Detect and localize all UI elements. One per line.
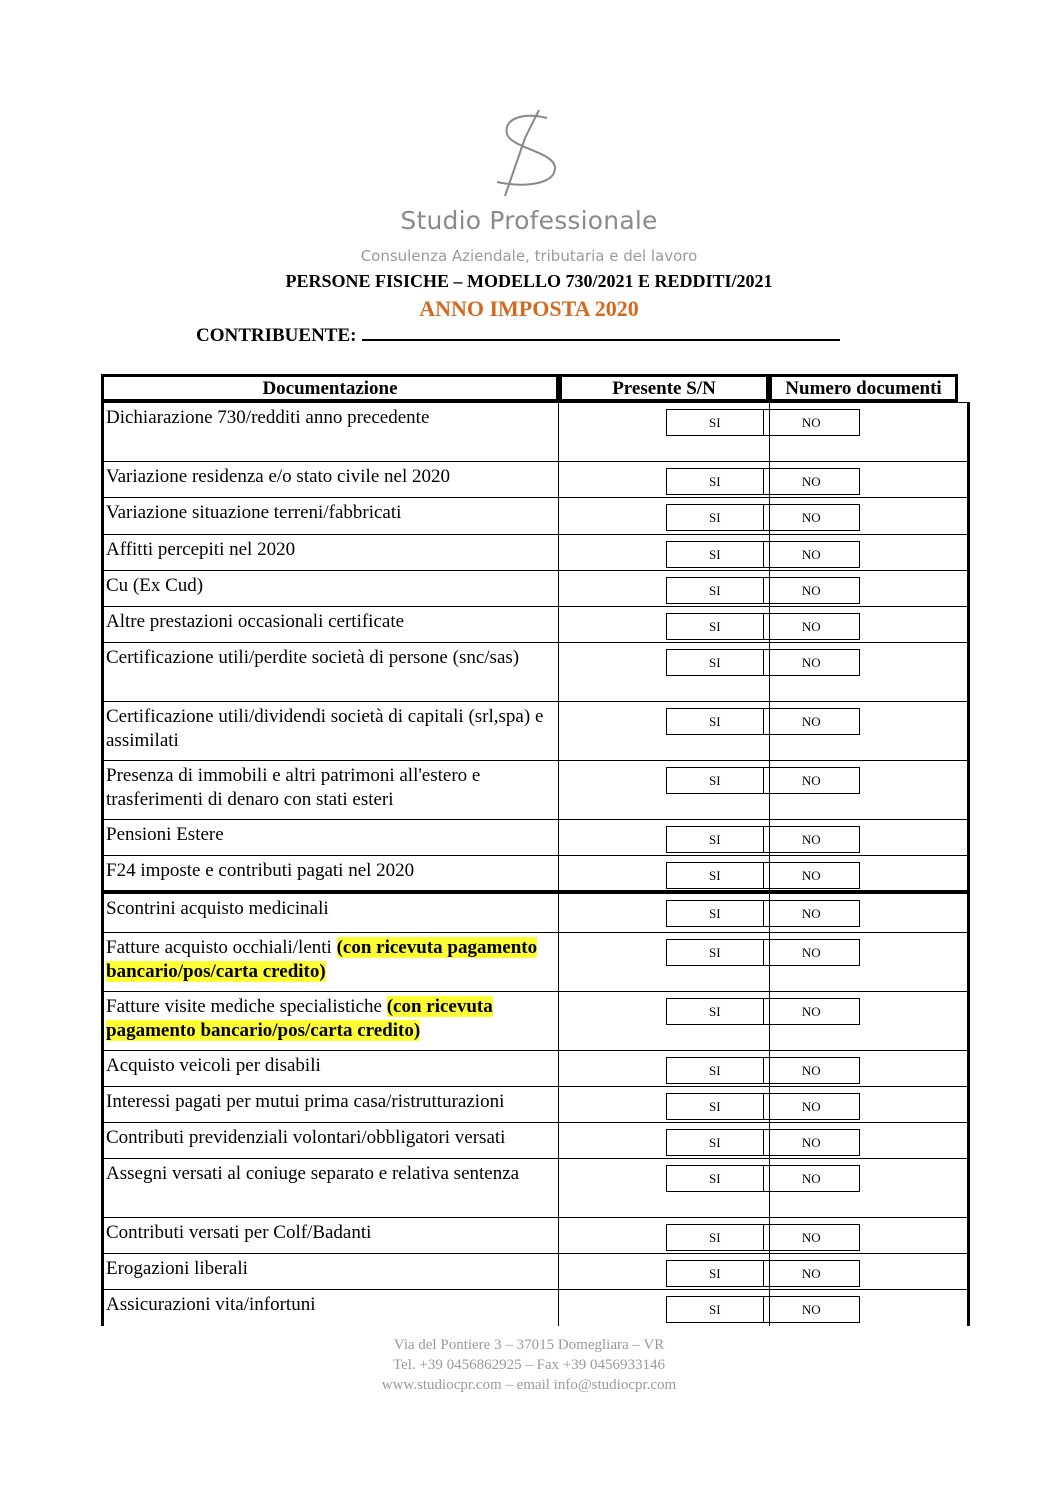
studio-subtitle: Consulenza Aziendale, tributaria e del lavoro bbox=[360, 247, 698, 265]
no-option[interactable]: NO bbox=[801, 832, 821, 847]
document-count-cell[interactable] bbox=[769, 1050, 970, 1086]
row-divider bbox=[101, 1253, 970, 1254]
document-count-cell[interactable] bbox=[769, 606, 970, 642]
yes-option[interactable]: SI bbox=[667, 578, 764, 603]
no-option[interactable]: NO bbox=[801, 868, 821, 883]
column-header-present: Presente S/N bbox=[559, 374, 769, 402]
document-label: Scontrini acquisto medicinali bbox=[101, 893, 559, 932]
document-label: Affitti percepiti nel 2020 bbox=[101, 534, 559, 570]
yes-option[interactable]: SI bbox=[667, 1225, 764, 1250]
no-option[interactable]: NO bbox=[801, 1099, 821, 1114]
document-label: Assegni versati al coniuge separato e relativa sentenza bbox=[101, 1158, 559, 1217]
yes-option[interactable]: SI bbox=[667, 469, 764, 494]
row-divider bbox=[101, 1289, 970, 1290]
no-option[interactable]: NO bbox=[801, 1302, 821, 1317]
table-row bbox=[101, 1050, 970, 1086]
document-count-cell[interactable] bbox=[769, 534, 970, 570]
document-label: F24 imposte e contributi pagati nel 2020 bbox=[101, 855, 559, 893]
row-divider bbox=[101, 534, 970, 535]
section-divider bbox=[101, 890, 970, 893]
table-row bbox=[101, 570, 970, 606]
document-label: Contributi previdenziali volontari/obbligatori versati bbox=[101, 1122, 559, 1158]
table-row bbox=[101, 402, 970, 461]
yes-option[interactable]: SI bbox=[667, 1297, 764, 1322]
table-row bbox=[101, 606, 970, 642]
table-left-border bbox=[101, 374, 104, 1326]
yes-option[interactable]: SI bbox=[667, 768, 764, 793]
yes-option[interactable]: SI bbox=[667, 614, 764, 639]
document-count-cell[interactable] bbox=[769, 402, 970, 461]
footer-phone: Tel. +39 0456862925 – Fax +39 0456933146 bbox=[392, 1357, 666, 1373]
document-label: Fatture visite mediche specialistiche (con ricevuta pagamento bancario/pos/carta credito) bbox=[101, 991, 559, 1050]
row-divider bbox=[101, 701, 970, 702]
table-row bbox=[101, 642, 970, 701]
yes-option[interactable]: SI bbox=[667, 505, 764, 530]
highlight-note: (con ricevuta pagamento bancario/pos/carta credito) bbox=[106, 937, 538, 982]
document-label: Variazione situazione terreni/fabbricati bbox=[101, 497, 559, 534]
document-label: Acquisto veicoli per disabili bbox=[101, 1050, 559, 1086]
tax-year: ANNO IMPOSTA 2020 bbox=[419, 296, 639, 321]
document-count-cell[interactable] bbox=[769, 642, 970, 701]
table-row bbox=[101, 1217, 970, 1253]
row-divider bbox=[101, 855, 970, 856]
no-option[interactable]: NO bbox=[801, 1135, 821, 1150]
row-divider bbox=[101, 1122, 970, 1123]
no-option[interactable]: NO bbox=[801, 510, 821, 525]
document-count-cell[interactable] bbox=[769, 1289, 970, 1326]
table-row bbox=[101, 819, 970, 855]
table-row bbox=[101, 1253, 970, 1289]
yes-option[interactable]: SI bbox=[667, 410, 764, 435]
row-divider bbox=[101, 1050, 970, 1051]
yes-option[interactable]: SI bbox=[667, 1094, 764, 1119]
table-row bbox=[101, 497, 970, 534]
no-option[interactable]: NO bbox=[801, 1171, 821, 1186]
footer-address: Via del Pontiere 3 – 37015 Domegliara – VR bbox=[393, 1337, 665, 1353]
yes-option[interactable]: SI bbox=[667, 1130, 764, 1155]
document-count-cell[interactable] bbox=[769, 932, 970, 991]
table-row bbox=[101, 932, 970, 991]
yes-option[interactable]: SI bbox=[667, 901, 764, 926]
no-option[interactable]: NO bbox=[801, 714, 821, 729]
document-count-cell[interactable] bbox=[769, 819, 970, 855]
row-divider bbox=[101, 1086, 970, 1087]
table-row bbox=[101, 1289, 970, 1326]
yes-option[interactable]: SI bbox=[667, 827, 764, 852]
table-row bbox=[101, 1122, 970, 1158]
no-option[interactable]: NO bbox=[801, 655, 821, 670]
contributor-label: CONTRIBUENTE: bbox=[196, 325, 357, 346]
document-label: Fatture acquisto occhiali/lenti (con ricevuta pagamento bancario/pos/carta credito) bbox=[101, 932, 559, 991]
no-option[interactable]: NO bbox=[801, 583, 821, 598]
row-divider bbox=[101, 402, 970, 403]
yes-option[interactable]: SI bbox=[667, 1166, 764, 1191]
row-divider bbox=[101, 819, 970, 820]
document-count-cell[interactable] bbox=[769, 570, 970, 606]
document-count-cell[interactable] bbox=[769, 1122, 970, 1158]
yes-option[interactable]: SI bbox=[667, 1261, 764, 1286]
column-header-documentation: Documentazione bbox=[101, 374, 559, 402]
yes-option[interactable]: SI bbox=[667, 709, 764, 734]
document-title: PERSONE FISICHE – MODELLO 730/2021 E REDDITI/2021 bbox=[285, 271, 773, 291]
contributor-field[interactable] bbox=[362, 325, 840, 341]
document-label: Dichiarazione 730/redditi anno precedente bbox=[101, 402, 559, 461]
table-row bbox=[101, 1158, 970, 1217]
no-option[interactable]: NO bbox=[801, 945, 821, 960]
footer-web: www.studiocpr.com – email info@studiocpr.com bbox=[381, 1377, 677, 1393]
document-label: Certificazione utili/dividendi società di capitali (srl,spa) e assimilati bbox=[101, 701, 559, 760]
row-divider bbox=[101, 497, 970, 498]
document-label: Presenza di immobili e altri patrimoni all'estero e trasferimenti di denaro con stati esteri bbox=[101, 760, 559, 819]
yes-option[interactable]: SI bbox=[667, 542, 764, 567]
document-label: Interessi pagati per mutui prima casa/ristrutturazioni bbox=[101, 1086, 559, 1122]
yes-option[interactable]: SI bbox=[667, 940, 764, 965]
studio-logo bbox=[485, 108, 575, 200]
table-row bbox=[101, 534, 970, 570]
no-option[interactable]: NO bbox=[801, 1004, 821, 1019]
document-label: Variazione residenza e/o stato civile nel 2020 bbox=[101, 461, 559, 497]
no-option[interactable]: NO bbox=[801, 773, 821, 788]
document-count-cell[interactable] bbox=[769, 760, 970, 819]
document-label: Cu (Ex Cud) bbox=[101, 570, 559, 606]
document-label: Assicurazioni vita/infortuni bbox=[101, 1289, 559, 1326]
row-divider bbox=[101, 642, 970, 643]
studio-name: Studio Professionale bbox=[400, 206, 658, 235]
row-divider bbox=[101, 461, 970, 462]
table-row bbox=[101, 991, 970, 1050]
table-row bbox=[101, 760, 970, 819]
document-count-cell[interactable] bbox=[769, 1158, 970, 1217]
document-count-cell[interactable] bbox=[769, 1217, 970, 1253]
row-divider bbox=[101, 932, 970, 933]
no-option[interactable]: NO bbox=[801, 547, 821, 562]
no-option[interactable]: NO bbox=[801, 1266, 821, 1281]
row-divider bbox=[101, 893, 970, 894]
document-count-cell[interactable] bbox=[769, 1253, 970, 1289]
table-right-border bbox=[967, 402, 970, 1326]
no-option[interactable]: NO bbox=[801, 906, 821, 921]
yes-option[interactable]: SI bbox=[667, 863, 764, 888]
document-label: Altre prestazioni occasionali certificate bbox=[101, 606, 559, 642]
document-label: Certificazione utili/perdite società di persone (snc/sas) bbox=[101, 642, 559, 701]
document-count-cell[interactable] bbox=[769, 893, 970, 932]
table-row bbox=[101, 701, 970, 760]
no-option[interactable]: NO bbox=[801, 415, 821, 430]
contributor-line bbox=[196, 325, 840, 347]
document-count-cell[interactable] bbox=[769, 1086, 970, 1122]
no-option[interactable]: NO bbox=[801, 619, 821, 634]
document-count-cell[interactable] bbox=[769, 461, 970, 497]
document-label: Pensioni Estere bbox=[101, 819, 559, 855]
table-row bbox=[101, 893, 970, 932]
highlight-note: (con ricevuta pagamento bancario/pos/carta credito) bbox=[106, 996, 493, 1041]
row-divider bbox=[101, 1217, 970, 1218]
document-count-cell[interactable] bbox=[769, 991, 970, 1050]
document-count-cell[interactable] bbox=[769, 497, 970, 534]
row-divider bbox=[101, 1158, 970, 1159]
row-divider bbox=[101, 606, 970, 607]
document-label: Erogazioni liberali bbox=[101, 1253, 559, 1289]
yes-option[interactable]: SI bbox=[667, 650, 764, 675]
document-count-cell[interactable] bbox=[769, 701, 970, 760]
table-row bbox=[101, 461, 970, 497]
row-divider bbox=[101, 760, 970, 761]
yes-option[interactable]: SI bbox=[667, 999, 764, 1024]
document-count-cell[interactable] bbox=[769, 855, 970, 893]
row-divider bbox=[101, 991, 970, 992]
document-label: Contributi versati per Colf/Badanti bbox=[101, 1217, 559, 1253]
row-divider bbox=[101, 570, 970, 571]
table-row bbox=[101, 855, 970, 893]
yes-option[interactable]: SI bbox=[667, 1058, 764, 1083]
table-row bbox=[101, 1086, 970, 1122]
column-header-count: Numero documenti bbox=[769, 374, 958, 402]
no-option[interactable]: NO bbox=[801, 1063, 821, 1078]
no-option[interactable]: NO bbox=[801, 1230, 821, 1245]
no-option[interactable]: NO bbox=[801, 474, 821, 489]
